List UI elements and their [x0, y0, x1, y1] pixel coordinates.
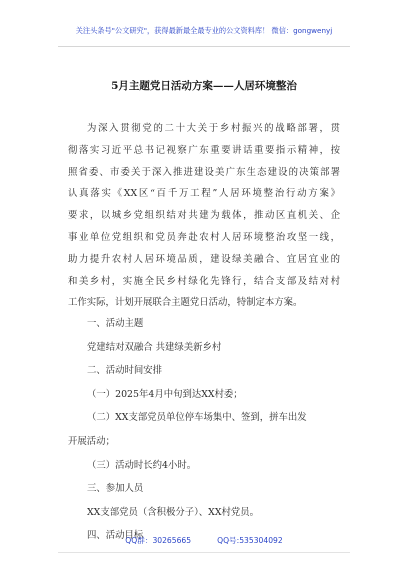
intro-line: 助力提升农村人居环境品质，建设绿美融合、宜居宜业的: [68, 253, 340, 265]
intro-line: 彻落实习近平总书记视察广东重要讲话重要指示精神，按: [68, 144, 340, 156]
section-heading-theme: 一、活动主题: [87, 318, 144, 329]
footer-divider: [58, 552, 350, 553]
footer-qq-group: QQ群：30265665: [125, 536, 192, 545]
section-body-participants: XX支部党员（含积极分子）、XX村党员。: [87, 506, 260, 518]
intro-line: 照省委、市委关于深入推进建设美广东生态建设的决策部署: [68, 166, 340, 178]
section-body-theme: 党建结对双融合 共建绿美新乡村: [87, 341, 222, 353]
intro-line: 认真落实《XX区“百千万工程”人居环境整治行动方案》: [68, 188, 340, 200]
schedule-item-2-continued: 开展活动；: [68, 435, 115, 447]
footer-contact: [0, 535, 408, 546]
schedule-item-1: （一）2025年4月中旬到达XX村委；: [87, 388, 243, 400]
intro-line: 和美乡村，实施全民乡村绿化先锋行，结合支部及结对村: [68, 275, 340, 287]
schedule-item-3: （三）活动时长约4小时。: [87, 459, 197, 471]
header-banner: 关注头条号"公文研究"，获得最新最全最专业的公文资料库！ 微信：gongwenyj: [75, 26, 333, 35]
intro-line: 要求，以城乡党组织结对共建为载体，推动区直机关、企: [68, 210, 340, 222]
document-outline: [68, 312, 340, 548]
footer-qq-number: QQ号:535304092: [217, 536, 283, 545]
section-heading-participants: 三、参加人员: [87, 483, 144, 495]
document-title: 5月主题党日活动方案——人居环境整治: [111, 80, 297, 92]
intro-line: 工作实际，计划开展联合主题党日活动，特制定本方案。: [68, 297, 303, 309]
intro-line: 为深入贯彻党的二十大关于乡村振兴的战略部署，贯: [87, 123, 340, 134]
section-heading-goals: 四、活动目标: [87, 530, 144, 542]
intro-line: 事业单位党组织和党员奔赴农村人居环境整治攻坚一线，: [68, 231, 340, 243]
schedule-item-2: （二）XX支部党员单位停车场集中、签到，拼车出发: [87, 412, 307, 424]
intro-paragraph: [68, 118, 340, 314]
header-divider: [58, 46, 350, 47]
section-heading-schedule: 二、活动时间安排: [87, 365, 163, 377]
